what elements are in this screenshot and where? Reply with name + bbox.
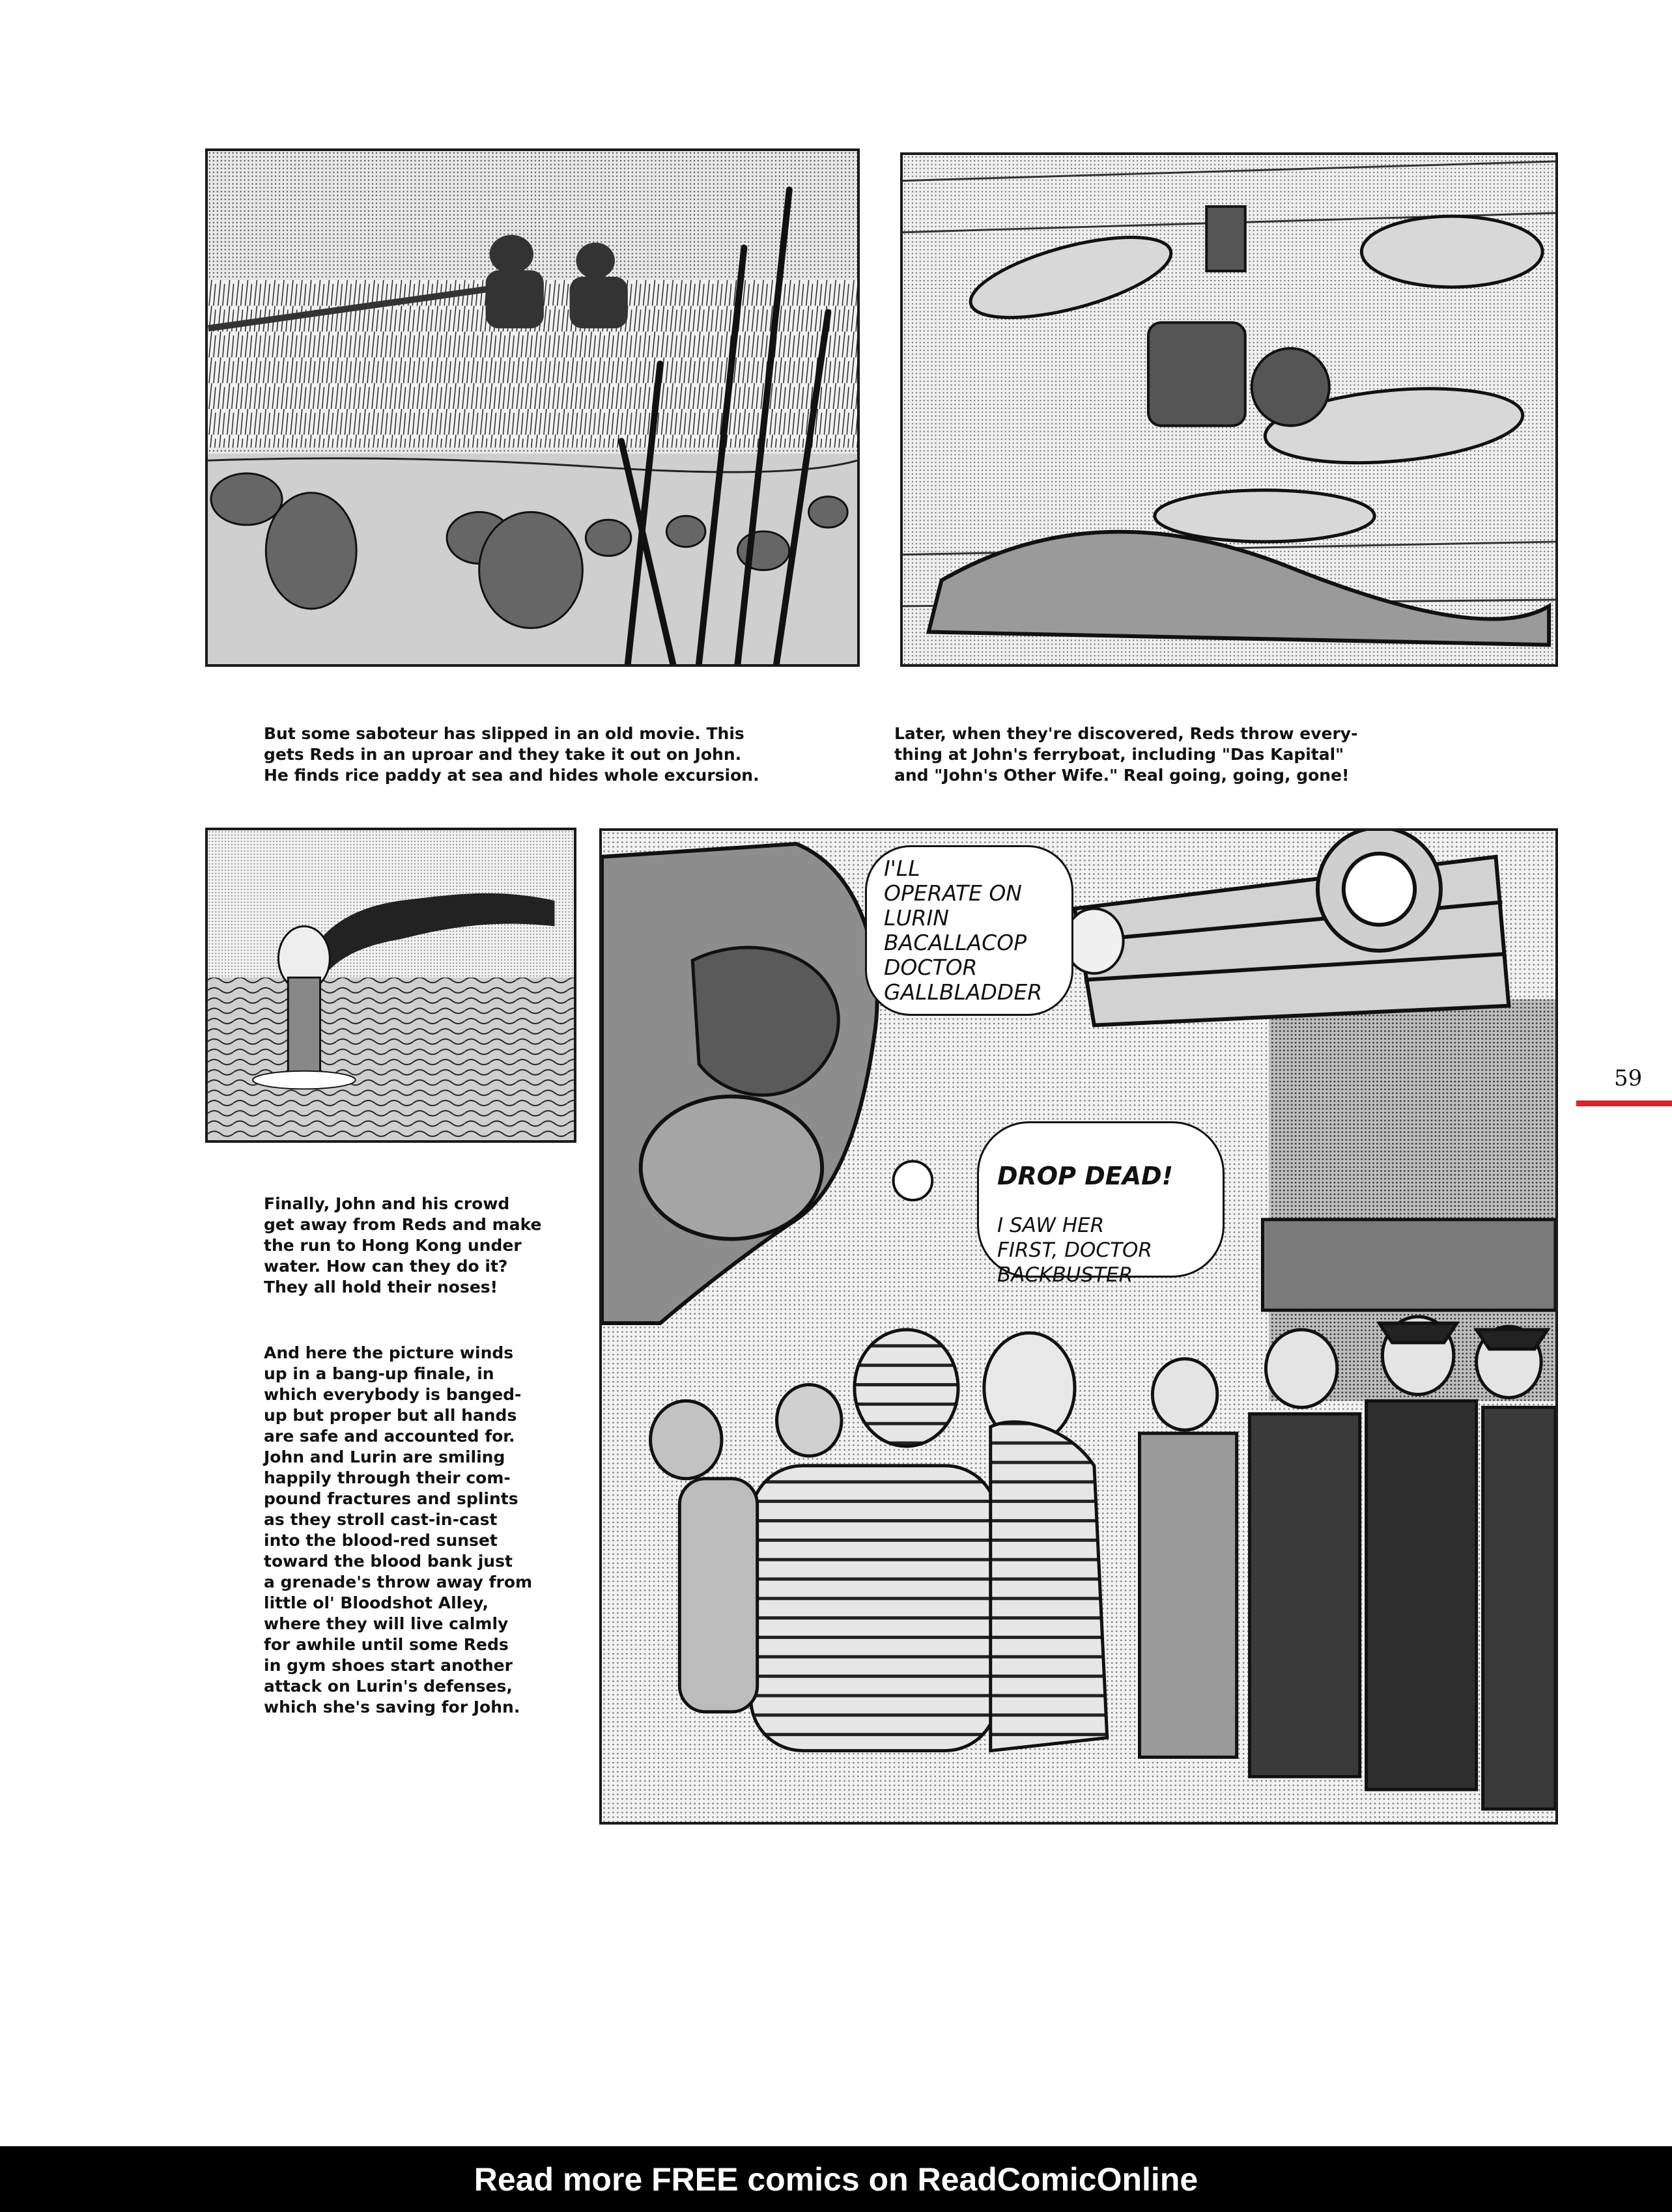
- panel-finale: [599, 828, 1558, 1825]
- ferryboat-explosion-illustration: [903, 155, 1555, 664]
- reply-shout: DROP DEAD!: [997, 1162, 1173, 1190]
- panel-sea-smoke: [205, 828, 576, 1143]
- caption-escape: Finally, John and his crowd get away from Reds and make the run to Hong Kong under water. How can they do it? They all hold their noses!: [264, 1194, 542, 1296]
- caption-saboteur: But some saboteur has slipped in an old movie. This gets Reds in an uproar and they take it out on John. He finds rice paddy at sea and hides whole excursion.: [264, 724, 759, 785]
- sea-smoke-illustration: [208, 830, 574, 1140]
- bandaged-crowd-on-ship-illustration: [602, 831, 1555, 1822]
- footer-link-text[interactable]: Read more FREE comics on ReadComicOnline: [474, 2161, 1198, 2198]
- caption-discovered: Later, when they're discovered, Reds throw every- thing at John's ferryboat, including "Das Kapital" and "John's Other Wife." Real going, going, gone!: [894, 724, 1358, 785]
- speech-balloon-reply: [977, 1121, 1225, 1287]
- footer-banner[interactable]: [0, 2146, 1672, 2212]
- speech-balloon-doctor: I'LL OPERATE ON LURIN BACALLACOP DOCTOR GALLBLADDER: [865, 845, 1073, 1016]
- panel-rice-paddy: [205, 148, 860, 667]
- reply-text: I SAW HER FIRST, DOCTOR BACKBUSTER: [997, 1214, 1152, 1287]
- page-number: 59: [1614, 1065, 1643, 1091]
- page-marker-bar: [1576, 1100, 1672, 1106]
- panel-ferryboat: [900, 152, 1558, 667]
- jungle-soldiers-in-water-illustration: [208, 151, 857, 664]
- caption-finale: And here the picture winds up in a bang-up finale, in which everybody is banged- up but proper but all hands are safe and accounted for. John and Lurin are smiling happily through their com- pound fractures and splints as they stroll cast-in-cast into the blood-red sunset toward the blood bank just a grenade's throw away from little ol' Bloodshot Alley, where they will live calmly for awhile until some Reds in gym shoes start another attack on Lurin's defenses, which she's saving for John.: [264, 1343, 533, 1716]
